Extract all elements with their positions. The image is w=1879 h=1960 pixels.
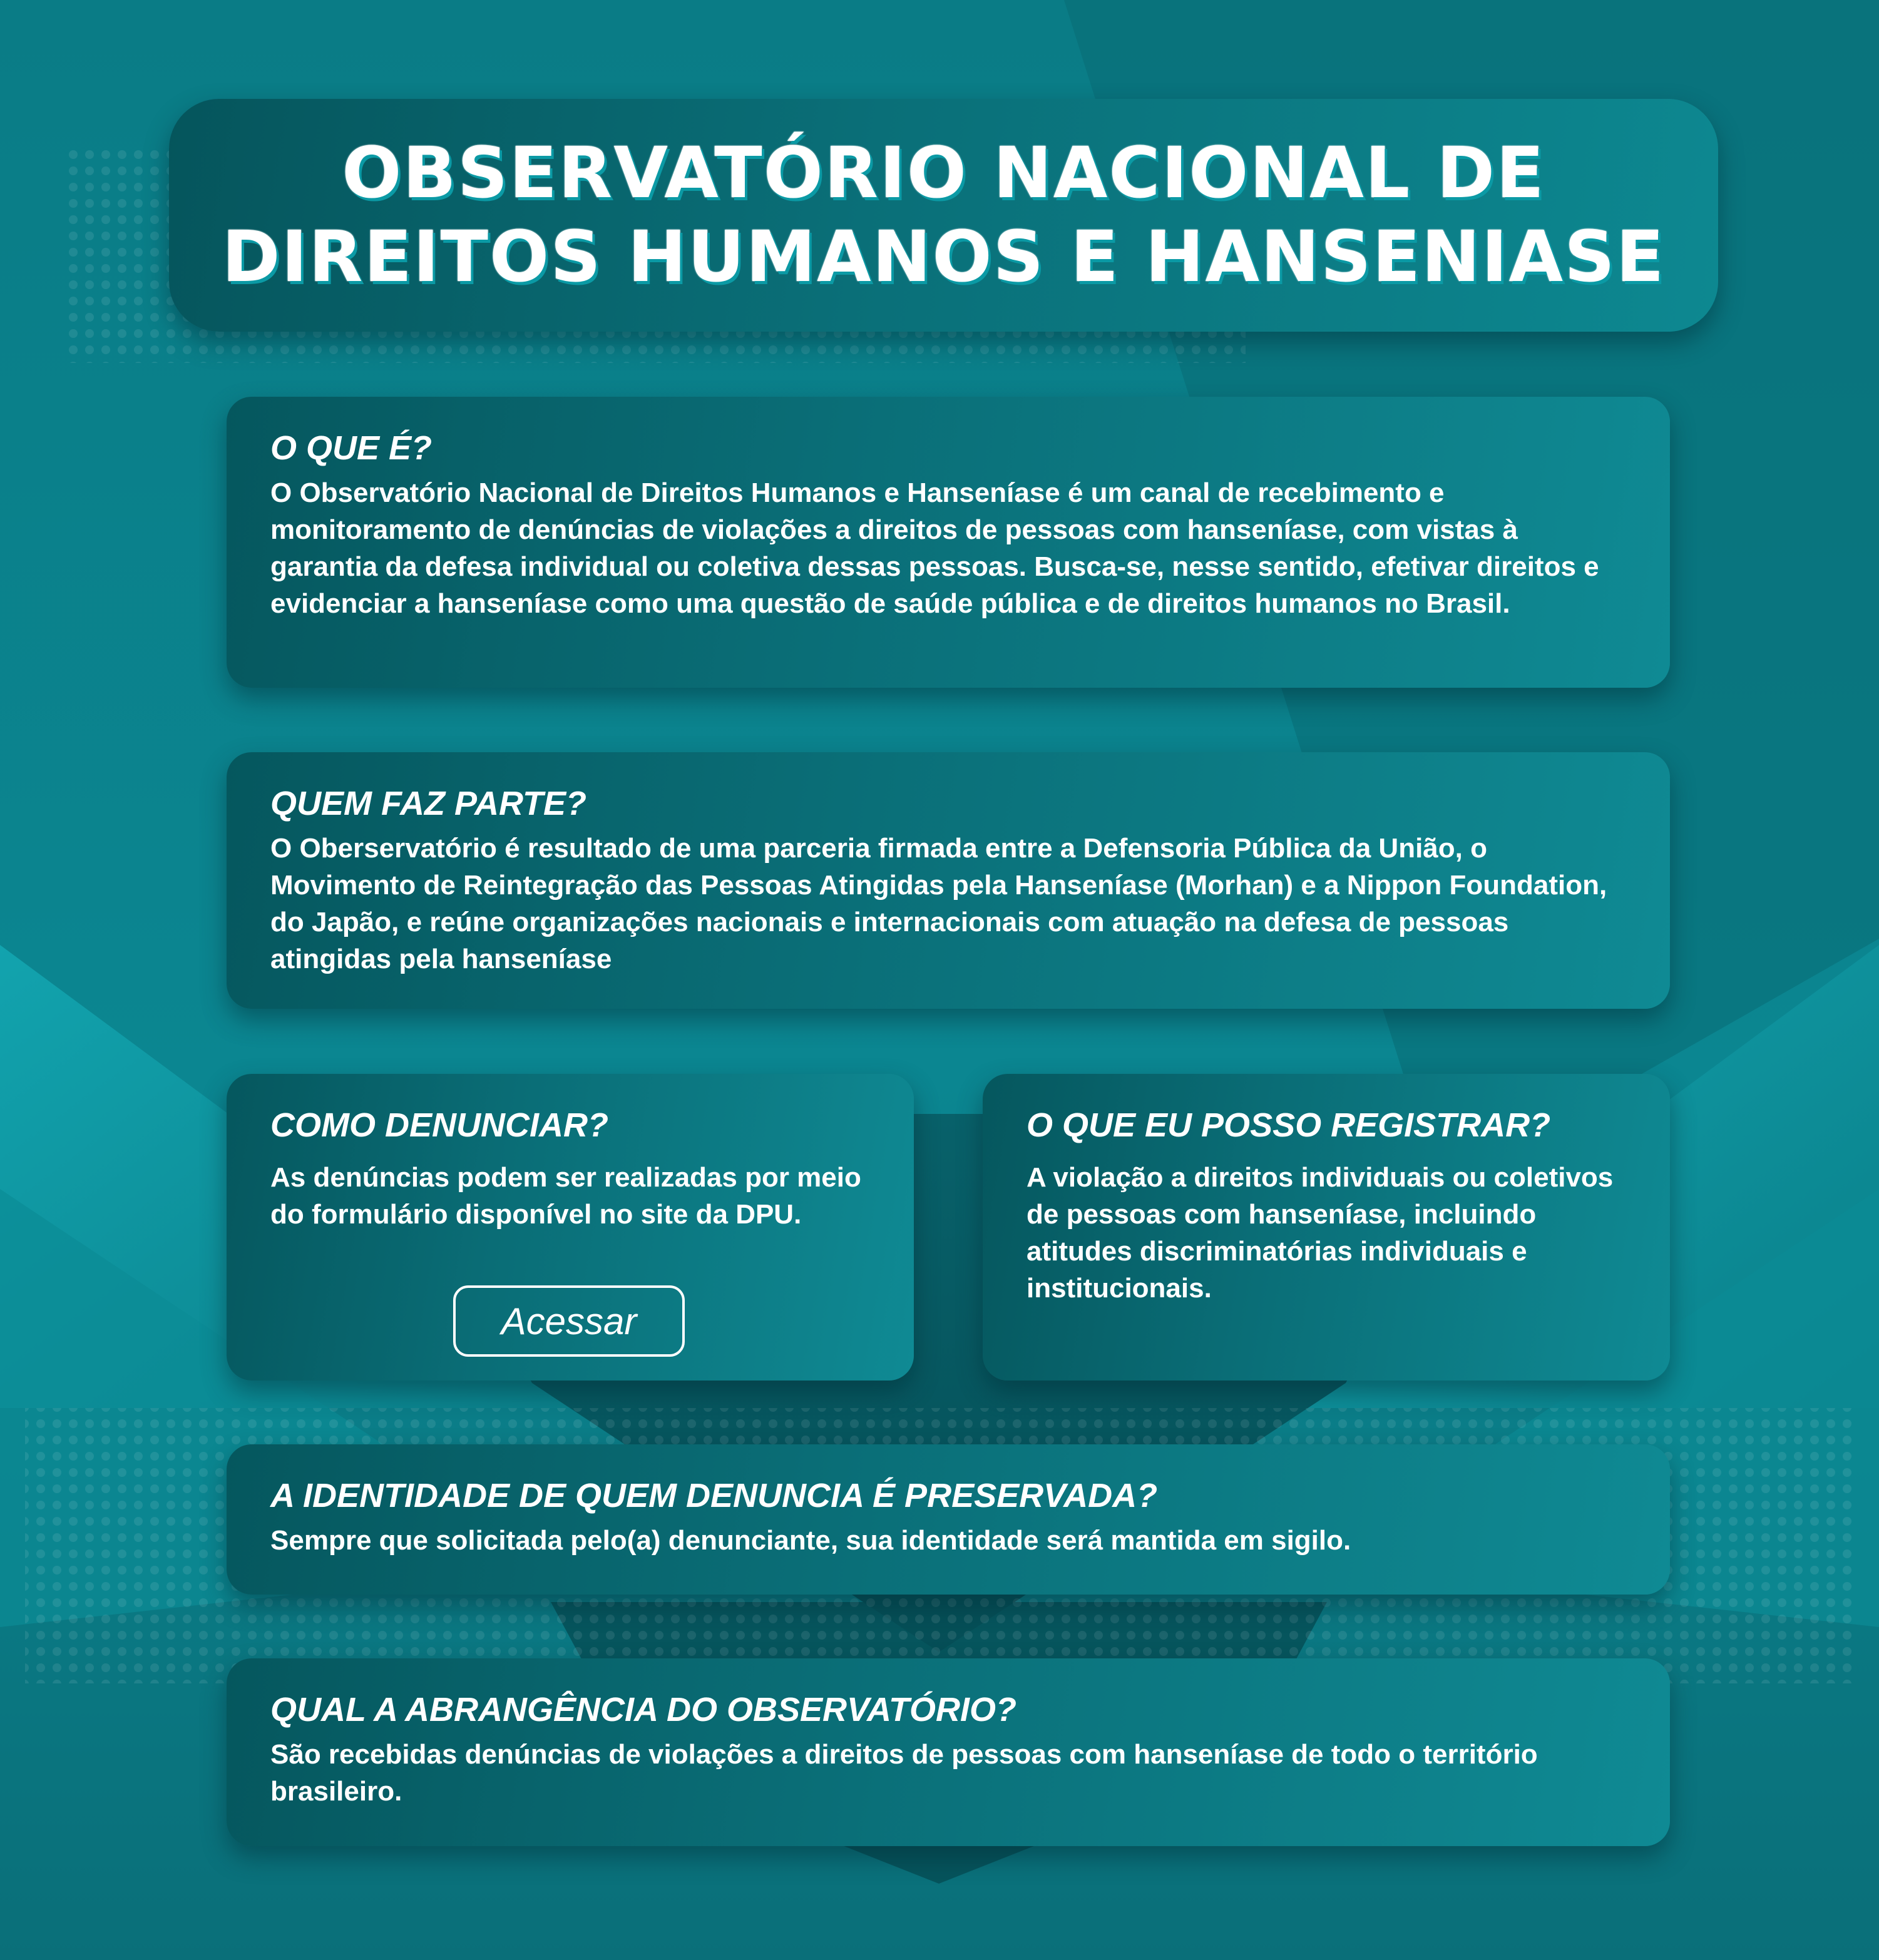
who-participates-text: O Oberservatório é resultado de uma parceria firmada entre a Defensoria Pública da União, o Movimento de Reintegração das Pessoas Atingidas pela Hanseníase (Morhan) e a Nippon Foundation, do Japão, e reúne organizações nacionais e internacionais com atuação na defesa de pessoas atingidas pela hanseníase [270,833,1607,974]
scope-text: São recebidas denúncias de violações a direitos de pessoas com hanseníase de todo o território brasileiro. [270,1739,1538,1807]
what-can-i-register-text: A violação a direitos individuais ou coletivos de pessoas com hanseníase, incluindo atitudes discriminatórias individuais e institucionais. [1027,1162,1614,1304]
what-is-card [227,397,1670,688]
title-banner [169,99,1718,332]
access-button[interactable]: Acessar [453,1285,685,1357]
scope-heading: QUAL A ABRANGÊNCIA DO OBSERVATÓRIO? [270,1691,1017,1728]
what-is-text: O Observatório Nacional de Direitos Humanos e Hanseníase é um canal de recebimento e monitoramento de denúncias de violações a direitos de pessoas com hanseníase, com vistas à garantia da defesa individual ou coletiva dessas pessoas. Busca-se, nesse sentido, efetivar direitos e evidenciar a hanseníase como uma questão de saúde pública e de direitos humanos no Brasil. [270,477,1599,619]
identity-preserved-heading: A IDENTIDADE DE QUEM DENUNCIA É PRESERVADA? [270,1477,1158,1514]
identity-preserved-card [227,1444,1670,1595]
page-title-line-1: OBSERVATÓRIO NACIONAL DE [342,133,1545,214]
who-participates-card [227,752,1670,1009]
who-participates-heading: QUEM FAZ PARTE? [270,785,587,822]
identity-preserved-text: Sempre que solicitada pelo(a) denunciante, sua identidade será mantida em sigilo. [270,1525,1351,1556]
what-can-i-register-heading: O QUE EU POSSO REGISTRAR? [1027,1106,1551,1144]
scope-card [227,1658,1670,1846]
how-to-report-text: As denúncias podem ser realizadas por meio do formulário disponível no site da DPU. [270,1162,861,1230]
how-to-report-card [227,1074,914,1381]
page-title-line-2: DIREITOS HUMANOS E HANSENIASE [222,217,1666,298]
what-is-heading: O QUE É? [270,429,433,467]
what-can-i-register-card [983,1074,1670,1381]
how-to-report-heading: COMO DENUNCIAR? [270,1106,608,1144]
